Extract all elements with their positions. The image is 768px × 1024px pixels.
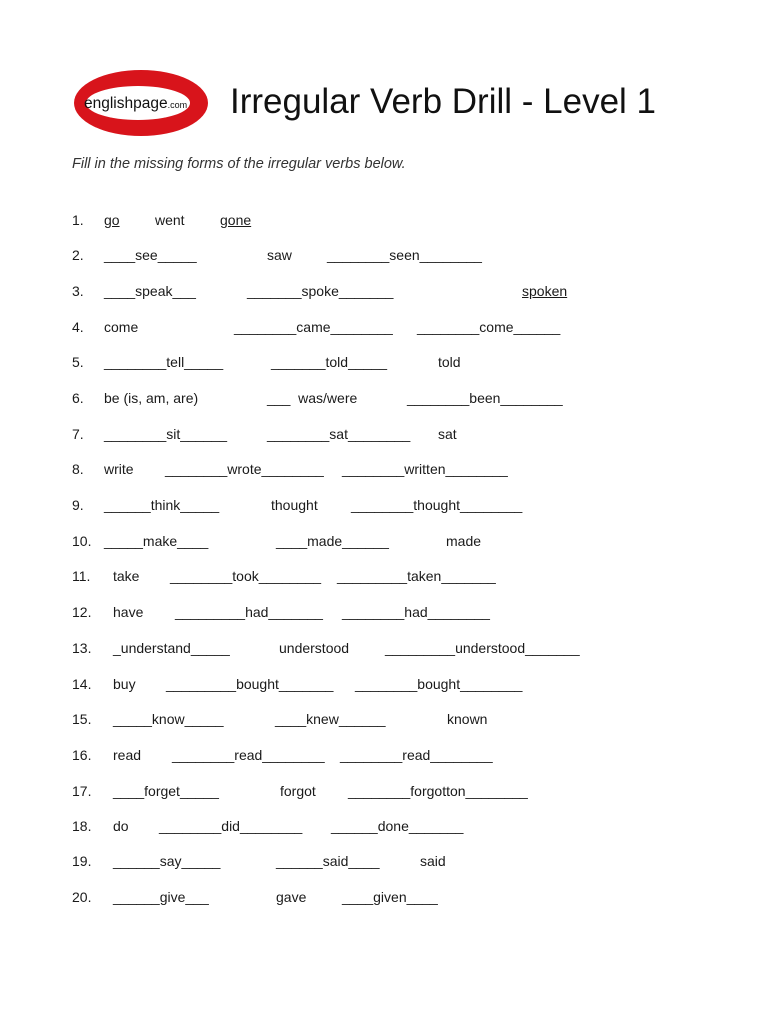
base-form: be (is, am, are) xyxy=(104,390,199,406)
row-number: 1. xyxy=(72,212,84,228)
past-simple: ________came________ xyxy=(234,319,393,335)
englishpage-logo xyxy=(72,68,210,138)
past-participle: ____given____ xyxy=(342,889,438,905)
row-number: 11. xyxy=(72,568,91,584)
row-number: 17. xyxy=(72,783,92,799)
past-simple: went xyxy=(155,212,185,228)
base-form: _understand_____ xyxy=(113,640,230,656)
past-participle: sat xyxy=(438,426,457,442)
base-form: go xyxy=(104,212,120,228)
row-number: 14. xyxy=(72,676,92,692)
verb-row xyxy=(72,426,712,446)
row-number: 15. xyxy=(72,711,92,727)
past-simple: _______told_____ xyxy=(271,354,388,370)
row-number: 4. xyxy=(72,319,84,335)
page-title: Irregular Verb Drill - Level 1 xyxy=(230,82,656,121)
verb-row xyxy=(72,390,712,410)
past-participle: told xyxy=(438,354,461,370)
past-simple: ________did________ xyxy=(159,818,303,834)
past-simple: understood xyxy=(279,640,350,656)
base-form: do xyxy=(113,818,129,834)
past-participle: _________understood_______ xyxy=(385,640,580,656)
verb-row xyxy=(72,461,712,481)
past-participle: ________been________ xyxy=(407,390,563,406)
past-participle: ________seen________ xyxy=(327,247,482,263)
base-form: ____see_____ xyxy=(104,247,197,263)
verb-row xyxy=(72,818,712,838)
verb-row xyxy=(72,568,712,588)
base-form: read xyxy=(113,747,142,763)
base-form: ______think_____ xyxy=(104,497,220,513)
base-form: come xyxy=(104,319,139,335)
past-participle: ________bought________ xyxy=(355,676,523,692)
past-simple: thought xyxy=(271,497,318,513)
verb-row xyxy=(72,783,712,803)
past-simple: gave xyxy=(276,889,307,905)
verb-row xyxy=(72,640,712,660)
verb-row xyxy=(72,853,712,873)
row-number: 16. xyxy=(72,747,92,763)
row-number: 18. xyxy=(72,818,92,834)
past-participle: _________taken_______ xyxy=(337,568,496,584)
past-participle: known xyxy=(447,711,488,727)
past-simple: ______said____ xyxy=(276,853,380,869)
row-number: 19. xyxy=(72,853,92,869)
past-simple: ________read________ xyxy=(172,747,325,763)
past-participle: ________read________ xyxy=(340,747,493,763)
base-form: _____know_____ xyxy=(113,711,224,727)
base-form: write xyxy=(104,461,134,477)
past-simple: saw xyxy=(267,247,292,263)
past-simple: ____knew______ xyxy=(275,711,386,727)
verb-row xyxy=(72,354,712,374)
row-number: 5. xyxy=(72,354,84,370)
past-simple: ____made______ xyxy=(276,533,389,549)
row-number: 6. xyxy=(72,390,84,406)
past-participle: said xyxy=(420,853,446,869)
verb-row xyxy=(72,497,712,517)
row-number: 10. xyxy=(72,533,92,549)
past-participle: ______done_______ xyxy=(331,818,464,834)
verb-row xyxy=(72,711,712,731)
base-form: ______say_____ xyxy=(113,853,221,869)
base-form: ____forget_____ xyxy=(113,783,219,799)
base-form: ________tell_____ xyxy=(104,354,224,370)
past-participle: ________thought________ xyxy=(351,497,523,513)
verb-row xyxy=(72,212,712,232)
row-number: 12. xyxy=(72,604,92,620)
past-simple: ________took________ xyxy=(170,568,322,584)
base-form: take xyxy=(113,568,140,584)
row-number: 2. xyxy=(72,247,84,263)
past-simple: ________wrote________ xyxy=(165,461,324,477)
base-form: ____speak___ xyxy=(104,283,196,299)
past-simple: forgot xyxy=(280,783,316,799)
past-simple: _______spoke_______ xyxy=(247,283,394,299)
row-number: 7. xyxy=(72,426,84,442)
row-number: 9. xyxy=(72,497,84,513)
verb-row xyxy=(72,533,712,553)
past-participle: gone xyxy=(220,212,252,228)
verb-row xyxy=(72,319,712,339)
base-form: ______give___ xyxy=(113,889,209,905)
verb-row xyxy=(72,747,712,767)
verb-row xyxy=(72,676,712,696)
past-simple: ________sat________ xyxy=(267,426,411,442)
past-simple: _________bought_______ xyxy=(166,676,334,692)
past-participle: ________written________ xyxy=(342,461,508,477)
past-participle: ________come______ xyxy=(417,319,561,335)
past-participle: made xyxy=(446,533,482,549)
row-number: 13. xyxy=(72,640,92,656)
row-number: 20. xyxy=(72,889,92,905)
verb-row xyxy=(72,283,712,303)
verb-row xyxy=(72,604,712,624)
row-number: 3. xyxy=(72,283,84,299)
past-participle: spoken xyxy=(522,283,568,299)
base-form: _____make____ xyxy=(104,533,209,549)
past-simple: ___ was/were xyxy=(267,390,358,406)
verb-row xyxy=(72,889,712,909)
verb-row xyxy=(72,247,712,267)
past-participle: ________had________ xyxy=(342,604,490,620)
past-participle: ________forgotton________ xyxy=(348,783,528,799)
base-form: buy xyxy=(113,676,136,692)
base-form: ________sit______ xyxy=(104,426,228,442)
svg-text:englishpage.com: englishpage.com xyxy=(84,95,188,112)
base-form: have xyxy=(113,604,144,620)
row-number: 8. xyxy=(72,461,84,477)
instructions: Fill in the missing forms of the irregular verbs below. xyxy=(72,156,406,172)
past-simple: _________had_______ xyxy=(175,604,323,620)
